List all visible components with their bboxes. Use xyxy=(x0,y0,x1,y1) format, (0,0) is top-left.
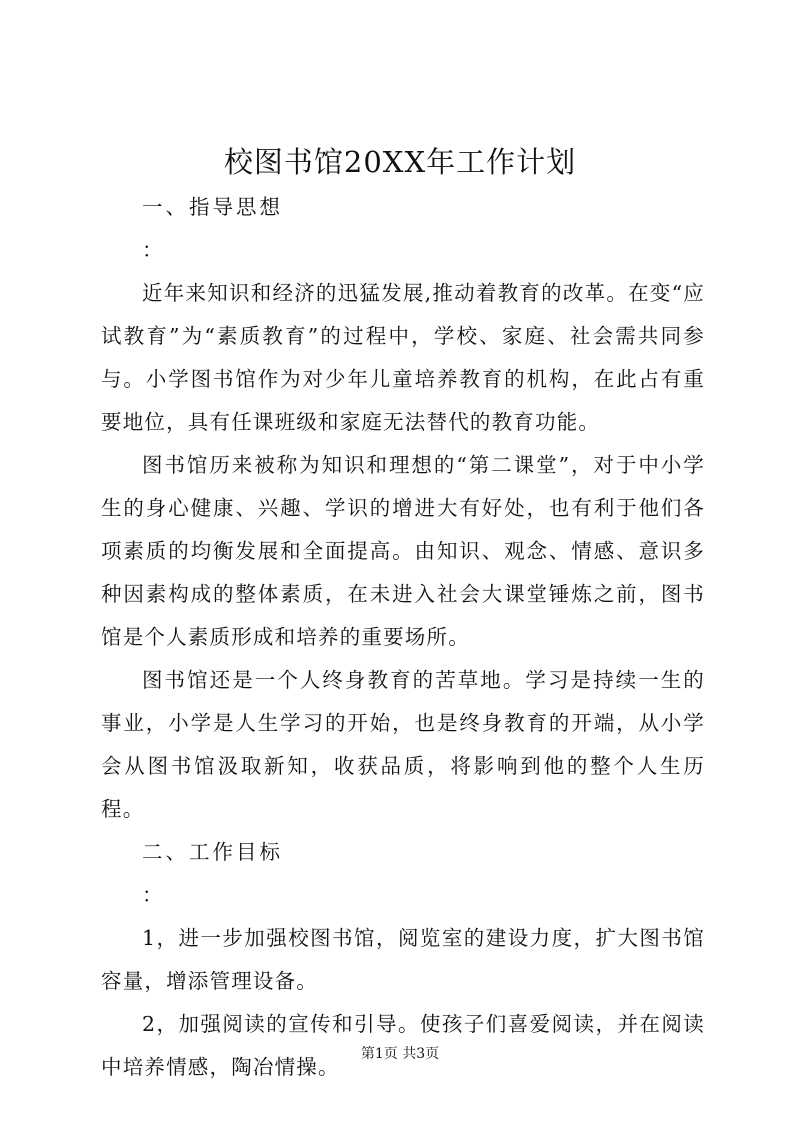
section-heading-work-goals: 二、工作目标 xyxy=(142,840,283,864)
goal-item-2: 2，加强阅读的宣传和引导。使孩子们喜爱阅读，并在阅读中培养情感，陶冶情操。 xyxy=(101,1012,705,1079)
paragraph-lifelong-education: 图书馆还是一个人终身教育的苦草地。学习是持续一生的事业，小学是人生学习的开始，也是终身教育的开端，从小学会从图书馆汲取新知，收获品质，将影响到他的整个人生历程。 xyxy=(101,668,705,821)
section-heading-guiding-ideology: 一、指导思想 xyxy=(142,195,283,219)
page-footer: 第1页 共3页 xyxy=(360,1046,440,1062)
document-body xyxy=(101,186,705,1089)
document-title: 校图书馆20XX年工作计划 xyxy=(223,145,577,179)
section-colon: ： xyxy=(142,238,163,262)
paragraph-education-reform: 近年来知识和经济的迅猛发展,推动着教育的改革。在变“应试教育”为“素质教育”的过程中，学校、家庭、社会需共同参与。小学图书馆作为对少年儿童培养教育的机构，在此占有重要地位，具有任课班级和家庭无法替代的教育功能。 xyxy=(101,281,705,434)
goal-item-1: 1，进一步加强校图书馆，阅览室的建设力度，扩大图书馆容量，增添管理设备。 xyxy=(101,926,705,993)
paragraph-second-classroom: 图书馆历来被称为知识和理想的“第二课堂”，对于中小学生的身心健康、兴趣、学识的增进大有好处，也有利于他们各项素质的均衡发展和全面提高。由知识、观念、情感、意识多种因素构成的整体素质，在未进入社会大课堂锤炼之前，图书馆是个人素质形成和培养的重要场所。 xyxy=(101,453,705,649)
section-colon: ： xyxy=(142,883,163,907)
